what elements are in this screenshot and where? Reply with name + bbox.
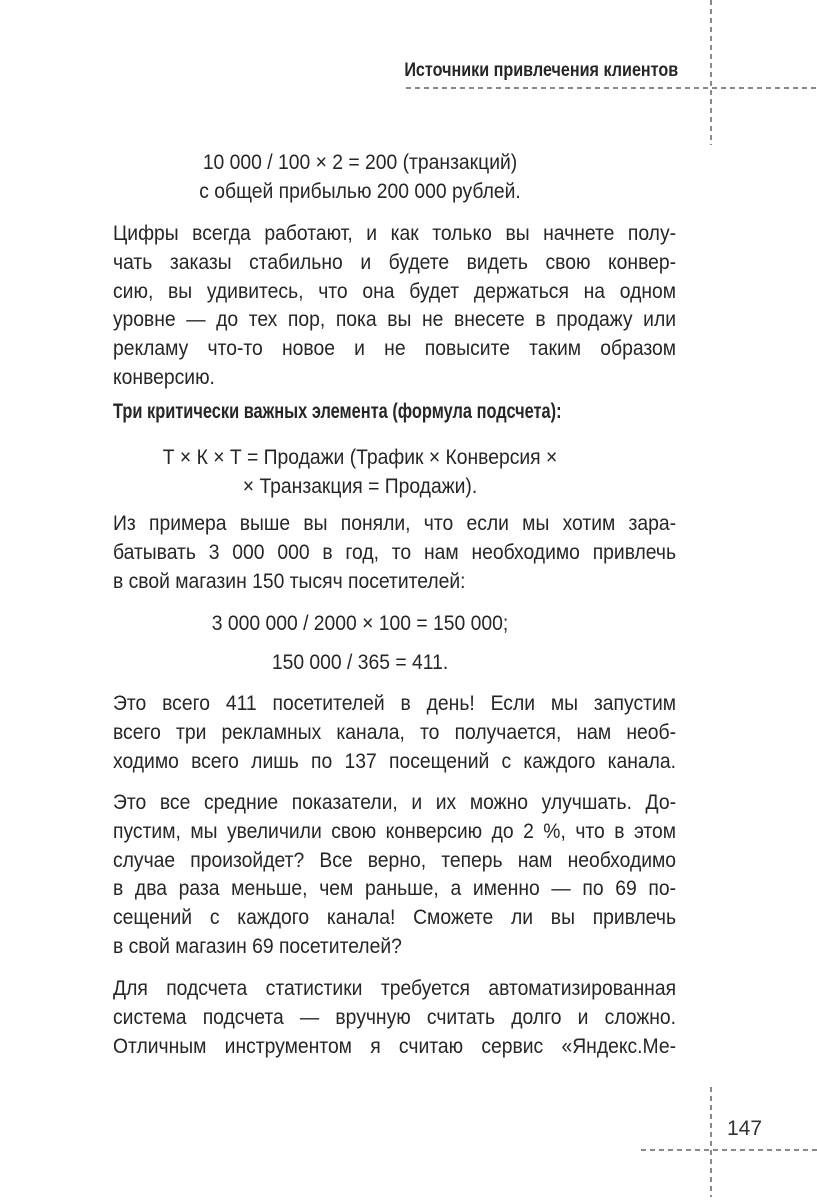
text-line: Цифры всегда работают, и как только вы начнете полу- [113, 222, 677, 245]
paragraph [113, 220, 676, 393]
top-crop-mark-vertical-line [710, 0, 712, 145]
text-line: конверсию. [113, 365, 215, 389]
header-rule-dashed-line [406, 87, 817, 89]
formula-block-tkt [113, 444, 676, 502]
paragraph [113, 510, 676, 596]
paragraph [113, 975, 676, 1061]
page-number: 147 [727, 1117, 763, 1140]
text-line: пустим, мы увеличили свою конверсию до 2 %, что в этом [113, 819, 677, 843]
text-line: чать заказы стабильно и будете видеть свою конвер- [113, 250, 677, 274]
text-line: уровне — до тех пор, пока вы не внесете в продажу или [113, 308, 677, 332]
formula-block-traffic [113, 610, 676, 639]
section-heading: Три критически важных элемента (формула подсчета): [113, 400, 562, 423]
formula-line: × Транзакция = Продажи). [242, 474, 478, 498]
text-line: в свой магазин 150 тысяч посетителей: [113, 569, 466, 593]
text-line: Это все средние показатели, и их можно улучшать. До- [113, 791, 677, 814]
paragraph [113, 690, 676, 776]
formula-block-daily [113, 649, 676, 678]
formula-block-transactions [113, 149, 676, 207]
text-line: всего три рекламных канала, то получается, нам необ- [113, 720, 677, 744]
text-line: батывать 3 000 000 в год, то нам необходимо привлечь [113, 540, 677, 564]
text-line: ходимо всего лишь по 137 посещений с каждого канала. [113, 749, 677, 773]
text-line: система подсчета — вручную считать долго и сложно. [113, 1005, 677, 1029]
bottom-crop-mark-vertical-line [710, 1087, 712, 1197]
formula-line: 3 000 000 / 2000 × 100 = 150 000; [211, 612, 509, 635]
text-line: сещений с каждого канала! Сможете ли вы привлечь [113, 906, 677, 930]
text-line: Из примера выше вы поняли, что если мы хотим зара- [113, 512, 677, 535]
formula-line: с общей прибылью 200 000 рублей. [199, 179, 521, 203]
formula-line: Т × К × Т = Продажи (Трафик × Конверсия × [162, 446, 558, 469]
text-line: Отличным инструментом я считаю сервис «Яндекс.Ме- [113, 1034, 677, 1058]
text-line: рекламу что-то новое и не повысите таким образом [113, 337, 677, 361]
text-line: Это всего 411 посетителей в день! Если мы запустим [113, 692, 677, 715]
formula-line: 150 000 / 365 = 411. [271, 651, 449, 674]
running-header: Источники привлечения клиентов [404, 60, 678, 81]
bottom-crop-mark-horizontal-line [641, 1149, 817, 1151]
formula-line: 10 000 / 100 × 2 = 200 (транзакций) [202, 151, 518, 174]
text-line: в два раза меньше, чем раньше, а именно — по 69 по- [113, 877, 677, 901]
paragraph [113, 789, 676, 962]
text-line: в свой магазин 69 посетителей? [113, 934, 402, 958]
text-line: сию, вы удивитесь, что она будет держаться на одном [113, 279, 677, 303]
text-line: Для подсчета статистики требуется автоматизированная [113, 977, 677, 1000]
text-line: случае произойдет? Все верно, теперь нам необходимо [113, 848, 677, 872]
